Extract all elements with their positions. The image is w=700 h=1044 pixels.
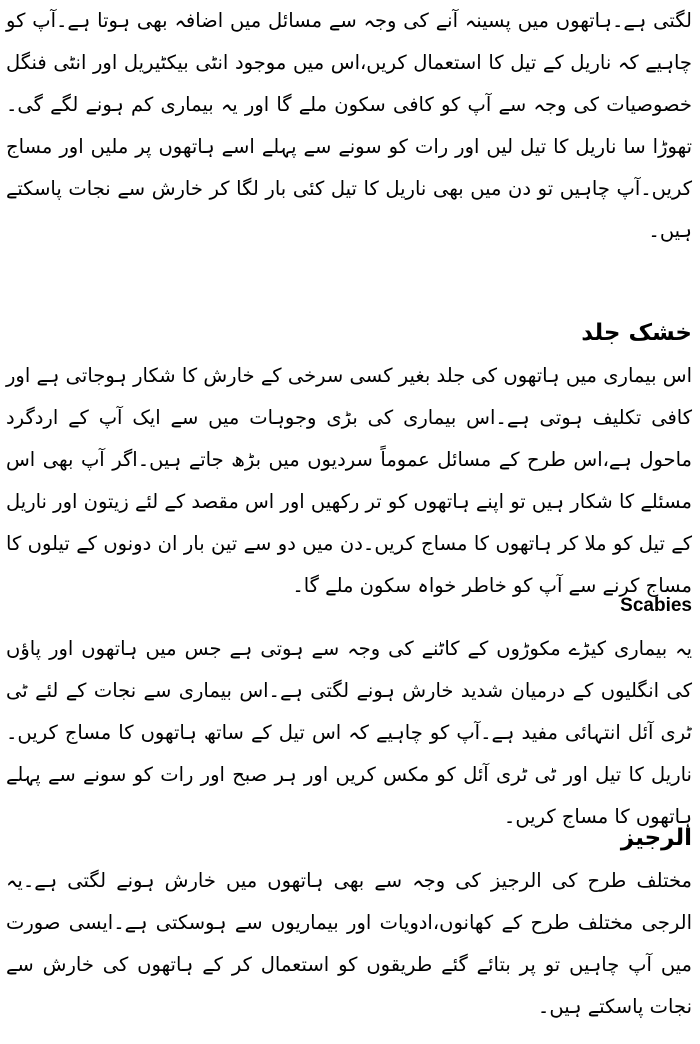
section-heading-dry-skin: خشک جلد xyxy=(581,320,692,346)
section-body-dry-skin: اس بیماری میں ہاتھوں کی جلد بغیر کسی سرخی کے خارش کا شکار ہوجاتی ہے اور کافی تکلیف ہوتی ہے۔اس بیماری کی بڑی وجوہات میں سے ایک آپ کے اردگرد ماحول ہے،اس طرح کے مسائل عموماً سردیوں میں بڑھ جاتے ہیں۔اگر آپ بھی اس مسئلے کا شکار ہیں تو اپنے ہاتھوں کو تر رکھیں اور اس مقصد کے لئے زیتون اور ناریل کے تیل کو ملا کر ہاتھوں کا مساج کریں۔دن میں دو سے تین بار ان دونوں کے تیلوں کا مساج کرنے سے آپ کو خاطر خواہ سکون ملے گا۔ xyxy=(6,364,692,597)
intro-paragraph: لگتی ہے۔ہاتھوں میں پسینہ آنے کی وجہ سے مسائل میں اضافہ بھی ہوتا ہے۔آپ کو چاہیے کہ ناریل کے تیل کا استعمال کریں،اس میں موجود انٹی بیکٹیریل اور انٹی فنگل خصوصیات کی وجہ سے آپ کو کافی سکون ملے گا اور یہ بیماری کم ہونے لگے گی۔تھوڑا سا ناریل کا تیل لیں اور رات کو سونے سے پہلے اسے ہاتھوں پر ملیں اور مساج کریں۔آپ چاہیں تو دن میں بھی ناریل کا تیل کئی بار لگا کر خارش سے نجات پاسکتے ہیں۔ xyxy=(6,9,692,242)
section-body-allergies: مختلف طرح کی الرجیز کی وجہ سے بھی ہاتھوں میں خارش ہونے لگتی ہے۔یہ الرجی مختلف طرح کے کھانوں،ادویات اور بیماریوں سے ہوسکتی ہے۔ایسی صورت میں آپ چاہیں تو پر بتائے گئے طریقوں کو استعمال کر کے ہاتھوں کی خارش سے نجات پاسکتے ہیں۔ xyxy=(6,869,692,1018)
section-body-scabies: یہ بیماری کیڑے مکوڑوں کے کاٹنے کی وجہ سے ہوتی ہے جس میں ہاتھوں اور پاؤں کی انگلیوں کے درمیان شدید خارش ہونے لگتی ہے۔اس بیماری سے نجات کے لئے ٹی ٹری آئل انتہائی مفید ہے۔آپ کو چاہیے کہ اس تیل کے ساتھ ہاتھوں کا مساج کریں۔ناریل کا تیل اور ٹی ٹری آئل کو مکس کریں اور ہر صبح اور رات کو سونے سے پہلے ہاتھوں کا مساج کریں۔ xyxy=(6,637,692,828)
section-heading-allergies: الرجیز xyxy=(620,825,692,851)
section-heading-scabies: Scabies xyxy=(620,595,692,616)
